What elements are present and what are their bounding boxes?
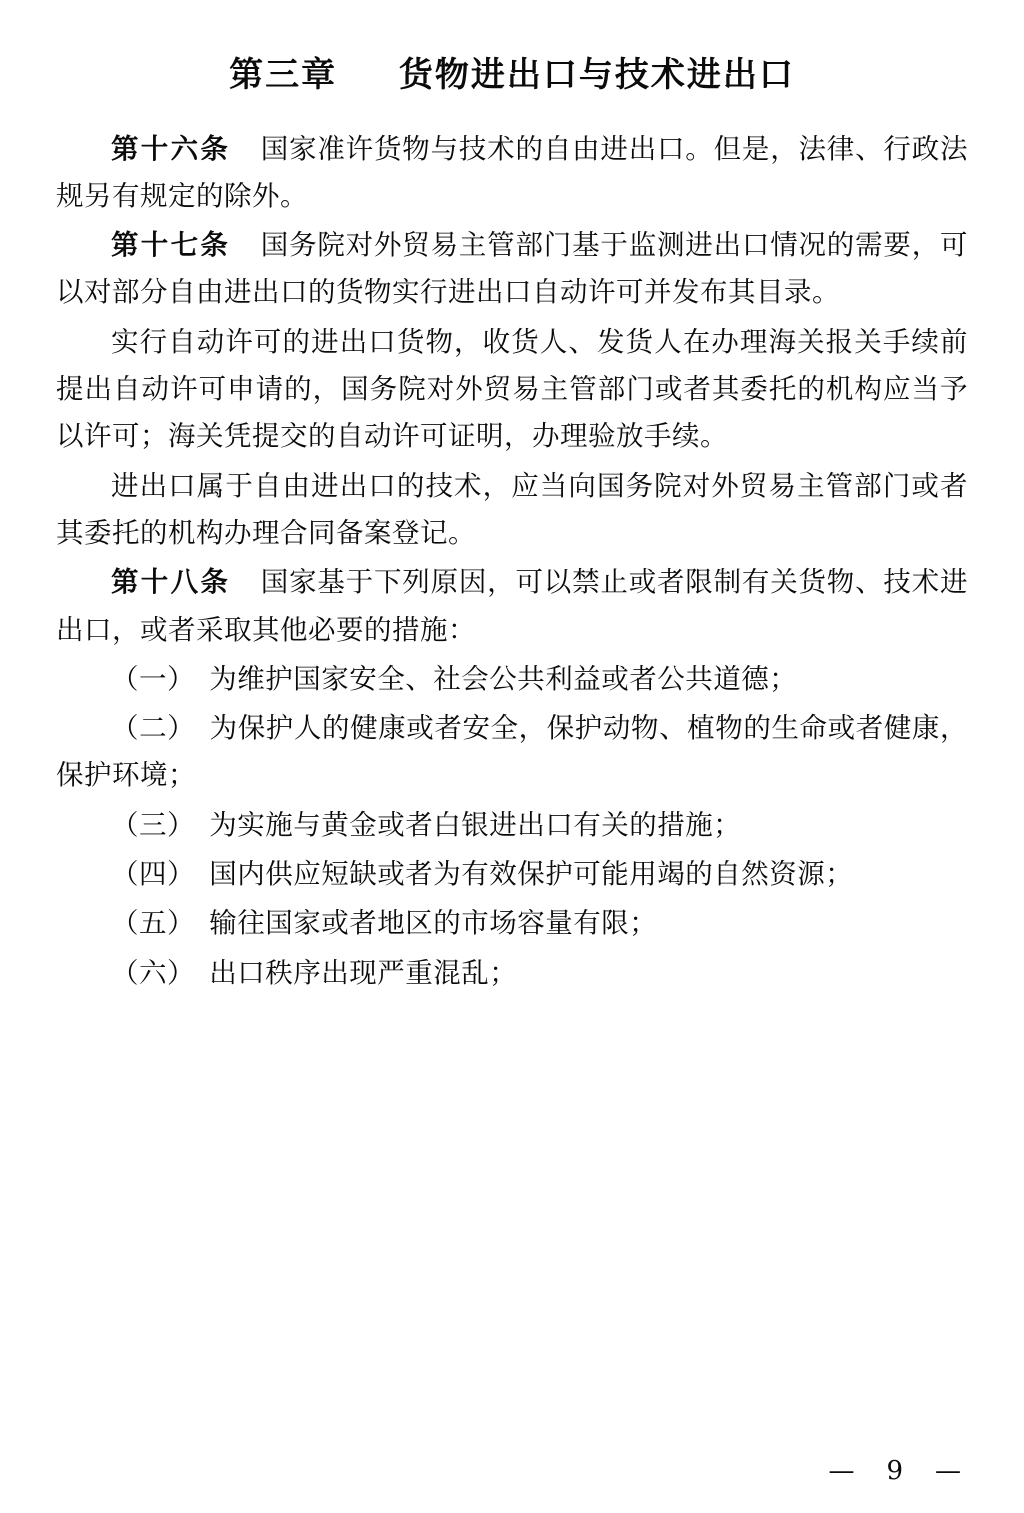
document-body <box>56 126 968 999</box>
list-item-6 <box>56 950 968 997</box>
list-item-5 <box>56 900 968 947</box>
paragraph-text: （六） 出口秩序出现严重混乱； <box>111 956 518 989</box>
paragraph-text: 国务院对外贸易主管部门基于监测进出口情况的需要，可以对部分自由进出口的货物实行进出口自动许可并发布其目录。 <box>56 229 969 309</box>
chapter-name: 货物进出口与技术进出口 <box>398 55 795 95</box>
list-item-1 <box>56 656 968 703</box>
article-label-17: 第十七条 <box>111 229 231 262</box>
paragraph-text: （三） 为实施与黄金或者白银进出口有关的措施； <box>111 808 742 841</box>
page-title <box>56 52 968 100</box>
paragraph-text: 实行自动许可的进出口货物，收货人、发货人在办理海关报关手续前提出自动许可申请的，国务院对外贸易主管部门或者其委托的机构应当予以许可；海关凭提交的自动许可证明，办理验放手续。 <box>56 325 968 453</box>
page-number: — 9 — <box>828 1456 964 1486</box>
paragraph-article-17-p2 <box>56 319 968 461</box>
paragraph-text: （五） 输往国家或者地区的市场容量有限； <box>111 907 658 940</box>
list-item-4 <box>56 851 968 898</box>
paragraph-text: （二） 为保护人的健康或者安全，保护动物、植物的生命或者健康，保护环境； <box>56 712 968 792</box>
list-item-3 <box>56 802 968 849</box>
chapter-number: 第三章 <box>229 55 338 95</box>
article-label-18: 第十八条 <box>111 566 231 599</box>
paragraph-article-17 <box>56 222 968 317</box>
paragraph-text: 进出口属于自由进出口的技术，应当向国务院对外贸易主管部门或者其委托的机构办理合同备案登记。 <box>56 469 968 549</box>
paragraph-text: 国家准许货物与技术的自由进出口。但是，法律、行政法规另有规定的除外。 <box>56 132 969 212</box>
paragraph-article-18 <box>56 559 968 654</box>
paragraph-text: 国家基于下列原因，可以禁止或者限制有关货物、技术进出口，或者采取其他必要的措施： <box>56 566 969 646</box>
paragraph-article-16 <box>56 126 968 221</box>
paragraph-text: （四） 国内供应短缺或者为有效保护可能用竭的自然资源； <box>111 858 854 891</box>
article-label-16: 第十六条 <box>111 132 231 165</box>
paragraph-article-17-p3 <box>56 463 968 558</box>
list-item-2 <box>56 705 968 800</box>
paragraph-text: （一） 为维护国家安全、社会公共利益或者公共道德； <box>111 662 798 695</box>
